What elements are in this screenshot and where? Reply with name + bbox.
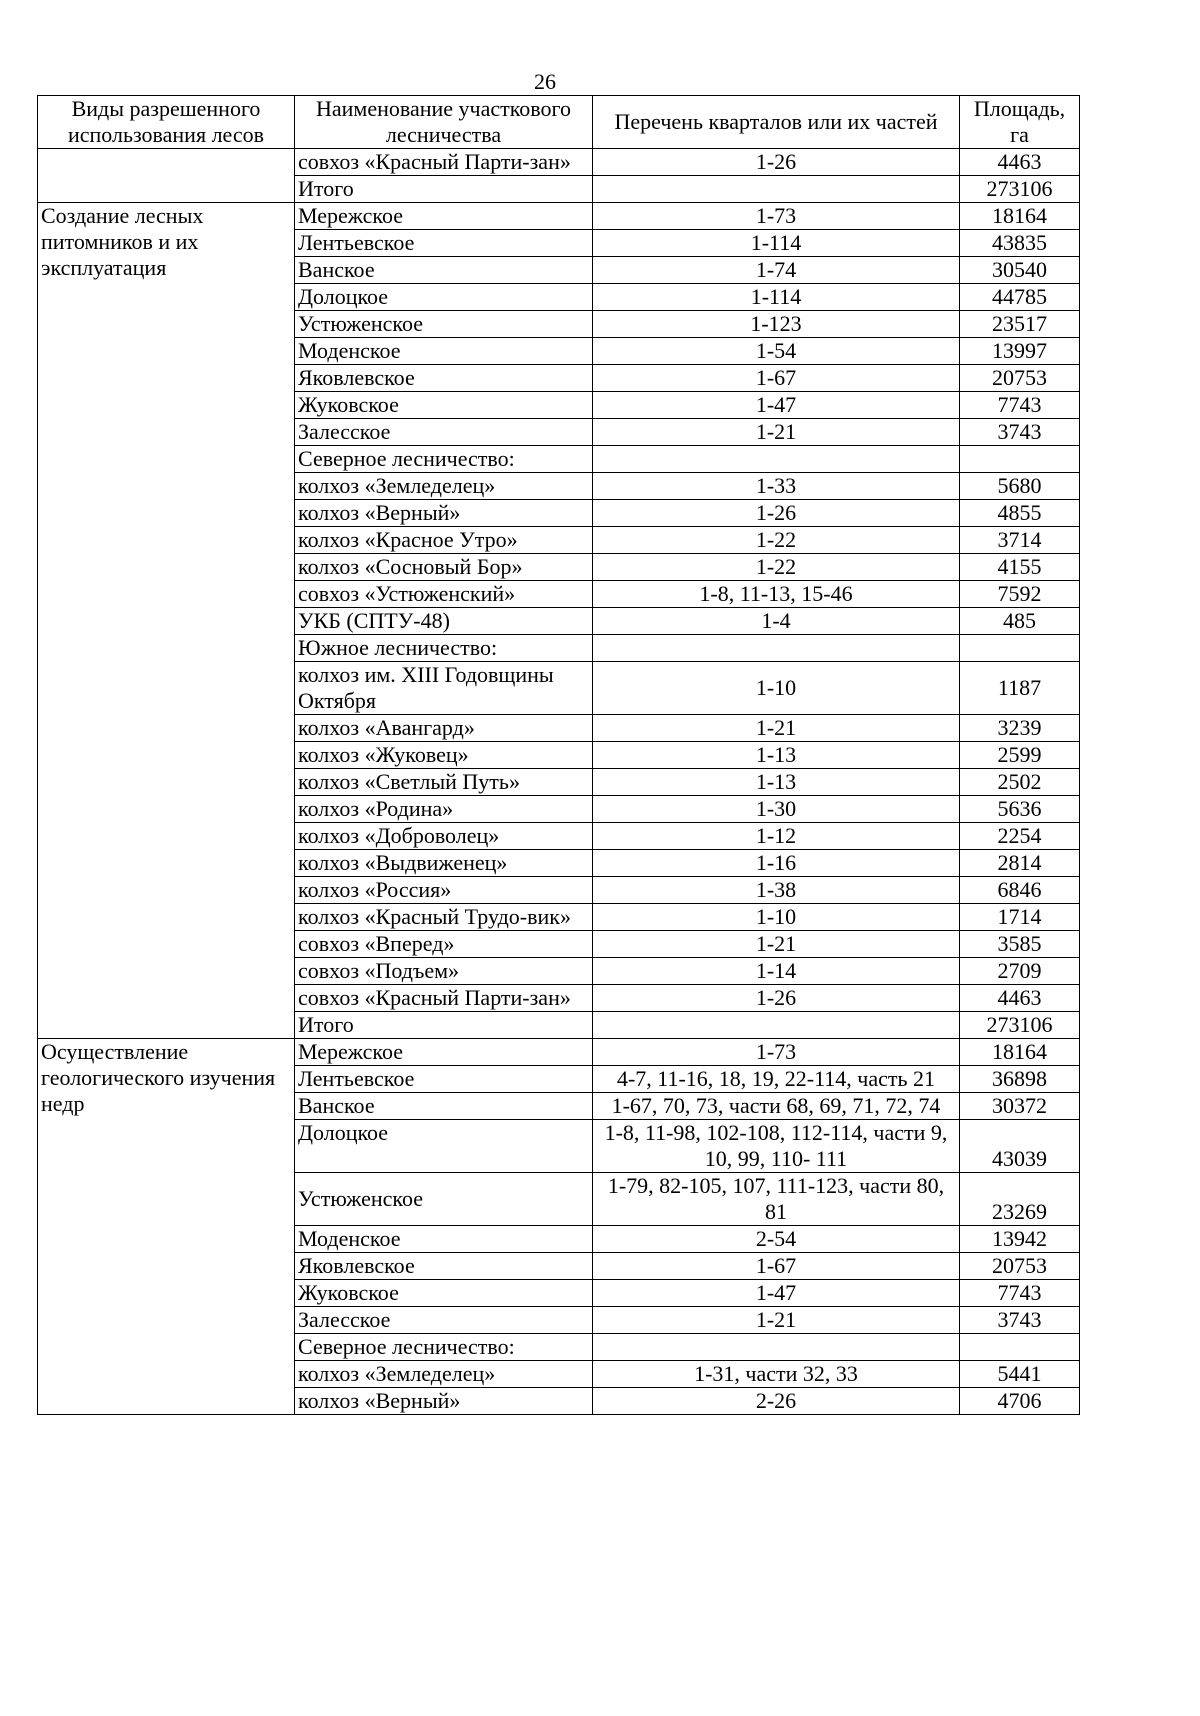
table-row (38, 203, 1080, 230)
area-cell (960, 1334, 1080, 1361)
quarters-cell: 1-13 (593, 742, 960, 769)
forestry-name-cell: Моденское (295, 1226, 593, 1253)
area-cell: 7743 (960, 392, 1080, 419)
header-forestry-name: Наименование участкового лесничества (295, 96, 593, 149)
area-cell: 4463 (960, 985, 1080, 1012)
table-row (38, 1039, 1080, 1066)
area-cell: 2814 (960, 850, 1080, 877)
forestry-name-cell: совхоз «Красный Парти-зан» (295, 149, 593, 176)
area-cell: 4463 (960, 149, 1080, 176)
quarters-cell: 1-10 (593, 662, 960, 715)
quarters-cell: 1-4 (593, 608, 960, 635)
area-cell: 20753 (960, 1253, 1080, 1280)
forestry-name-cell: Залесское (295, 1307, 593, 1334)
forestry-name-cell: Долоцкое (295, 1120, 593, 1173)
forestry-name-cell: колхоз «Выдвиженец» (295, 850, 593, 877)
quarters-cell: 1-67, 70, 73, части 68, 69, 71, 72, 74 (593, 1093, 960, 1120)
quarters-cell: 4-7, 11-16, 18, 19, 22-114, часть 21 (593, 1066, 960, 1093)
area-cell: 18164 (960, 203, 1080, 230)
table-body (38, 149, 1080, 1415)
forestry-name-cell: Моденское (295, 338, 593, 365)
header-area: Площадь, га (960, 96, 1080, 149)
forestry-name-cell: совхоз «Устюженский» (295, 581, 593, 608)
forestry-name-cell: УКБ (СПТУ-48) (295, 608, 593, 635)
quarters-cell: 1-26 (593, 500, 960, 527)
forestry-name-cell: колхоз им. XIII Годовщины Октября (295, 662, 593, 715)
quarters-cell: 1-10 (593, 904, 960, 931)
forestry-name-cell: колхоз «Доброволец» (295, 823, 593, 850)
forestry-name-cell: совхоз «Красный Парти-зан» (295, 985, 593, 1012)
forestry-name-cell: совхоз «Подъем» (295, 958, 593, 985)
forestry-name-cell: Мережское (295, 1039, 593, 1066)
area-cell: 7743 (960, 1280, 1080, 1307)
quarters-cell: 1-21 (593, 931, 960, 958)
area-cell: 5680 (960, 473, 1080, 500)
forestry-name-cell: Ванское (295, 1093, 593, 1120)
area-cell: 13942 (960, 1226, 1080, 1253)
area-cell: 43835 (960, 230, 1080, 257)
area-cell: 36898 (960, 1066, 1080, 1093)
area-cell: 30540 (960, 257, 1080, 284)
header-quarters: Перечень кварталов или их частей (593, 96, 960, 149)
area-cell: 1187 (960, 662, 1080, 715)
area-cell: 5441 (960, 1361, 1080, 1388)
area-cell: 7592 (960, 581, 1080, 608)
quarters-cell: 1-73 (593, 1039, 960, 1066)
quarters-cell: 1-38 (593, 877, 960, 904)
area-cell (960, 446, 1080, 473)
forestry-name-cell: Долоцкое (295, 284, 593, 311)
area-cell: 485 (960, 608, 1080, 635)
area-cell: 2254 (960, 823, 1080, 850)
area-cell: 3714 (960, 527, 1080, 554)
use-type-cell (38, 149, 295, 203)
quarters-cell (593, 176, 960, 203)
forestry-name-cell: Мережское (295, 203, 593, 230)
forestry-name-cell: Залесское (295, 419, 593, 446)
quarters-cell: 1-30 (593, 796, 960, 823)
forestry-name-cell: колхоз «Земледелец» (295, 1361, 593, 1388)
area-cell: 23517 (960, 311, 1080, 338)
quarters-cell: 1-47 (593, 392, 960, 419)
quarters-cell (593, 635, 960, 662)
forestry-name-cell: Итого (295, 176, 593, 203)
quarters-cell: 1-54 (593, 338, 960, 365)
quarters-cell (593, 446, 960, 473)
quarters-cell: 1-21 (593, 715, 960, 742)
quarters-cell (593, 1012, 960, 1039)
quarters-cell (593, 1334, 960, 1361)
area-cell: 4855 (960, 500, 1080, 527)
area-cell (960, 635, 1080, 662)
area-cell: 5636 (960, 796, 1080, 823)
quarters-cell: 1-21 (593, 1307, 960, 1334)
forestry-name-cell: колхоз «Верный» (295, 500, 593, 527)
quarters-cell: 1-8, 11-98, 102-108, 112-114, части 9, 10, 99, 110- 111 (593, 1120, 960, 1173)
quarters-cell: 1-16 (593, 850, 960, 877)
area-cell: 4155 (960, 554, 1080, 581)
forestry-name-cell: Жуковское (295, 1280, 593, 1307)
forestry-name-cell: колхоз «Земледелец» (295, 473, 593, 500)
area-cell: 273106 (960, 1012, 1080, 1039)
forestry-name-cell: Южное лесничество: (295, 635, 593, 662)
area-cell: 3743 (960, 419, 1080, 446)
header-use-type: Виды разрешенного использования лесов (38, 96, 295, 149)
forestry-name-cell: колхоз «Жуковец» (295, 742, 593, 769)
quarters-cell: 1-26 (593, 149, 960, 176)
forestry-name-cell: колхоз «Сосновый Бор» (295, 554, 593, 581)
forestry-name-cell: Лентьевское (295, 1066, 593, 1093)
quarters-cell: 1-33 (593, 473, 960, 500)
area-cell: 1714 (960, 904, 1080, 931)
quarters-cell: 1-21 (593, 419, 960, 446)
quarters-cell: 1-114 (593, 230, 960, 257)
forestry-name-cell: колхоз «Авангард» (295, 715, 593, 742)
quarters-cell: 1-12 (593, 823, 960, 850)
area-cell: 3585 (960, 931, 1080, 958)
area-cell: 273106 (960, 176, 1080, 203)
quarters-cell: 1-47 (593, 1280, 960, 1307)
forestry-name-cell: Лентьевское (295, 230, 593, 257)
area-cell: 6846 (960, 877, 1080, 904)
quarters-cell: 1-67 (593, 365, 960, 392)
area-cell: 23269 (960, 1173, 1080, 1226)
quarters-cell: 1-73 (593, 203, 960, 230)
forestry-name-cell: Ванское (295, 257, 593, 284)
forest-use-table (37, 95, 1080, 1415)
forestry-name-cell: колхоз «Россия» (295, 877, 593, 904)
quarters-cell: 1-123 (593, 311, 960, 338)
forestry-name-cell: Итого (295, 1012, 593, 1039)
quarters-cell: 1-26 (593, 985, 960, 1012)
quarters-cell: 2-26 (593, 1388, 960, 1415)
forestry-name-cell: совхоз «Вперед» (295, 931, 593, 958)
table-row (38, 149, 1080, 176)
quarters-cell: 1-74 (593, 257, 960, 284)
quarters-cell: 1-13 (593, 769, 960, 796)
area-cell: 3239 (960, 715, 1080, 742)
quarters-cell: 2-54 (593, 1226, 960, 1253)
use-type-cell: Создание лесных питомников и их эксплуатация (38, 203, 295, 1039)
quarters-cell: 1-22 (593, 554, 960, 581)
forestry-name-cell: Устюженское (295, 311, 593, 338)
quarters-cell: 1-79, 82-105, 107, 111-123, части 80, 81 (593, 1173, 960, 1226)
forestry-name-cell: колхоз «Верный» (295, 1388, 593, 1415)
area-cell: 30372 (960, 1093, 1080, 1120)
quarters-cell: 1-14 (593, 958, 960, 985)
quarters-cell: 1-22 (593, 527, 960, 554)
area-cell: 4706 (960, 1388, 1080, 1415)
forestry-name-cell: Жуковское (295, 392, 593, 419)
forestry-name-cell: колхоз «Красное Утро» (295, 527, 593, 554)
area-cell: 20753 (960, 365, 1080, 392)
page-number: 26 (534, 69, 556, 94)
area-cell: 13997 (960, 338, 1080, 365)
forestry-name-cell: колхоз «Красный Трудо-вик» (295, 904, 593, 931)
area-cell: 2709 (960, 958, 1080, 985)
forestry-name-cell: Яковлевское (295, 1253, 593, 1280)
forestry-name-cell: Яковлевское (295, 365, 593, 392)
table-header-row (38, 96, 1080, 149)
forestry-name-cell: Северное лесничество: (295, 446, 593, 473)
forestry-name-cell: колхоз «Родина» (295, 796, 593, 823)
area-cell: 44785 (960, 284, 1080, 311)
forestry-name-cell: Северное лесничество: (295, 1334, 593, 1361)
quarters-cell: 1-114 (593, 284, 960, 311)
quarters-cell: 1-67 (593, 1253, 960, 1280)
area-cell: 2599 (960, 742, 1080, 769)
area-cell: 3743 (960, 1307, 1080, 1334)
forestry-name-cell: Устюженское (295, 1173, 593, 1226)
use-type-cell: Осуществление геологического изучения недр (38, 1039, 295, 1415)
quarters-cell: 1-8, 11-13, 15-46 (593, 581, 960, 608)
area-cell: 43039 (960, 1120, 1080, 1173)
area-cell: 18164 (960, 1039, 1080, 1066)
area-cell: 2502 (960, 769, 1080, 796)
forestry-name-cell: колхоз «Светлый Путь» (295, 769, 593, 796)
quarters-cell: 1-31, части 32, 33 (593, 1361, 960, 1388)
